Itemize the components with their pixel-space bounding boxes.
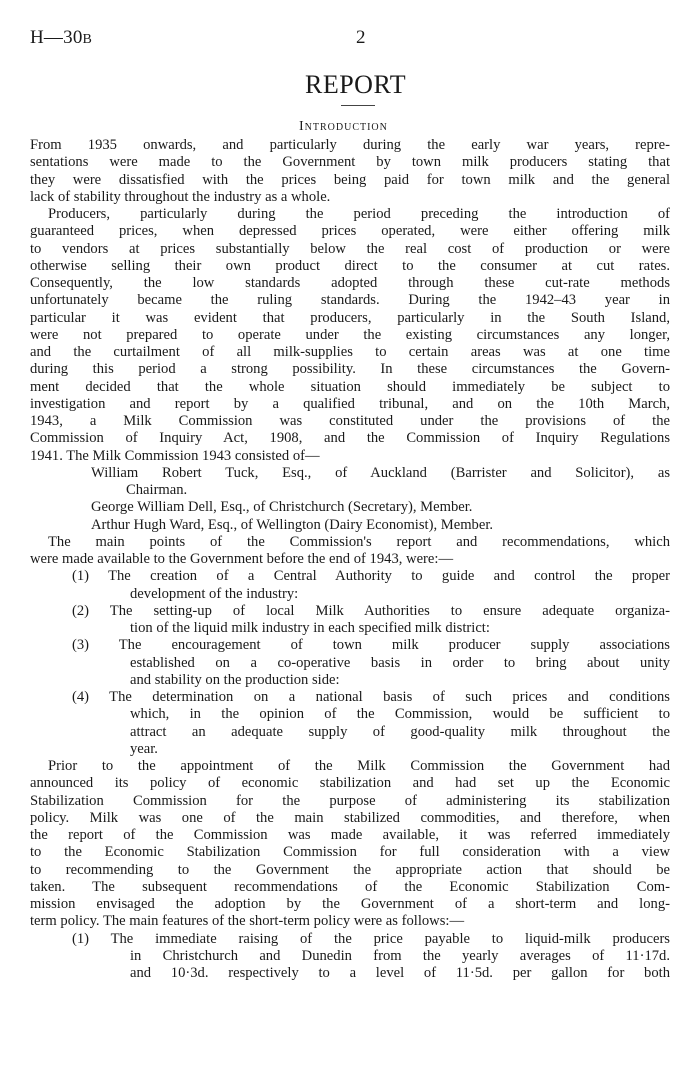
text-line: (2) The setting-up of local Milk Authorities to ensure adequate organiza-	[72, 602, 670, 619]
text-line: George William Dell, Esq., of Christchurch (Secretary), Member.	[91, 499, 473, 516]
text-line: (1) The creation of a Central Authority to guide and control the proper	[72, 568, 670, 585]
text-line: in Christchurch and Dunedin from the yearly averages of 11·17d.	[130, 947, 670, 964]
text-line: investigation and report by a qualified tribunal, and on the 10th March,	[30, 395, 670, 412]
text-line: which, in the opinion of the Commission, would be sufficient to	[130, 706, 670, 723]
text-line: otherwise selling their own product direct to the consumer at cut rates.	[30, 257, 670, 274]
text-line: to the Economic Stabilization Commission for full consideration with a view	[30, 844, 670, 861]
text-line: and 10·3d. respectively to a level of 11·5d. per gallon for both	[130, 965, 670, 981]
text-line: policy. Milk was one of the main stabilized commodities, and therefore, when	[30, 809, 670, 826]
body-text	[30, 137, 670, 982]
text-line: Prior to the appointment of the Milk Commission the Government had	[48, 758, 670, 774]
text-line: 1941. The Milk Commission 1943 consisted of—	[30, 447, 320, 464]
report-title: REPORT	[305, 70, 407, 99]
text-line: Consequently, the low standards adopted through these cut-rate methods	[30, 275, 670, 291]
text-line: announced its policy of economic stabilization and had set up the Economic	[30, 775, 670, 792]
text-line: Chairman.	[126, 482, 188, 498]
text-line: term policy. The main features of the short-term policy were as follows:—	[30, 913, 465, 930]
text-line: and the curtailment of all milk-supplies to certain areas was at one time	[30, 344, 670, 360]
text-line: 1943, a Milk Commission was constituted under the provisions of the	[30, 413, 670, 429]
text-line: were made available to the Government before the end of 1943, were:—	[30, 551, 454, 567]
document-code	[30, 27, 92, 49]
document-code-suffix: B	[82, 32, 93, 47]
text-line: and stability on the production side:	[130, 671, 340, 688]
text-line: mission envisaged the adoption by the Government of a short-term and long-	[30, 896, 670, 912]
text-line: (3) The encouragement of town milk producer supply associations	[72, 637, 670, 654]
section-heading: Introduction	[299, 119, 388, 134]
text-line: From 1935 onwards, and particularly during the early war years, repre-	[30, 137, 670, 153]
text-line: Stabilization Commission for the purpose of administering its stabilization	[30, 792, 670, 809]
text-line: Arthur Hugh Ward, Esq., of Wellington (Dairy Economist), Member.	[91, 516, 494, 533]
text-line: taken. The subsequent recommendations of the Economic Stabilization Com-	[30, 878, 670, 895]
text-line: particular it was evident that producers, particularly in the South Island,	[30, 309, 670, 326]
text-line: guaranteed prices, when depressed prices operated, were either offering milk	[30, 223, 670, 240]
text-line: unfortunately became the ruling standards. During the 1942–43 year in	[30, 292, 670, 309]
text-line: William Robert Tuck, Esq., of Auckland (Barrister and Solicitor), as	[91, 464, 670, 481]
page-number: 2	[356, 27, 366, 48]
text-line: ment decided that the whole situation should immediately be subject to	[30, 378, 670, 395]
text-line: (1) The immediate raising of the price payable to liquid-milk producers	[72, 930, 670, 947]
text-line: (4) The determination on a national basis of such prices and conditions	[72, 689, 670, 705]
text-line: to recommending to the Government the appropriate action that should be	[30, 861, 670, 878]
text-line: sentations were made to the Government by town milk producers stating that	[30, 154, 670, 171]
text-line: they were dissatisfied with the prices being paid for town milk and the general	[30, 171, 670, 188]
text-line: year.	[130, 740, 158, 757]
text-line: The main points of the Commission's report and recommendations, which	[48, 533, 670, 550]
text-line: Commission of Inquiry Act, 1908, and the Commission of Inquiry Regulations	[30, 430, 670, 447]
text-line: to vendors at prices substantially below the real cost of production or were	[30, 240, 670, 257]
text-line: during this period a strong possibility. In these circumstances the Govern-	[30, 361, 670, 378]
text-line: were not prepared to operate under the existing circumstances any longer,	[30, 326, 670, 343]
text-line: attract an adequate supply of good-quality milk throughout the	[130, 723, 670, 740]
text-line: lack of stability throughout the industry as a whole.	[30, 188, 331, 205]
text-line: development of the industry:	[130, 585, 299, 602]
text-line: the report of the Commission was made available, it was referred immediately	[30, 827, 670, 843]
text-line: Producers, particularly during the period preceding the introduction of	[48, 206, 670, 222]
text-line: tion of the liquid milk industry in each specified milk district:	[130, 620, 490, 636]
document-code-main: H—30	[30, 27, 83, 48]
text-line: established on a co-operative basis in order to bring about unity	[130, 654, 670, 671]
title-rule	[341, 105, 375, 106]
